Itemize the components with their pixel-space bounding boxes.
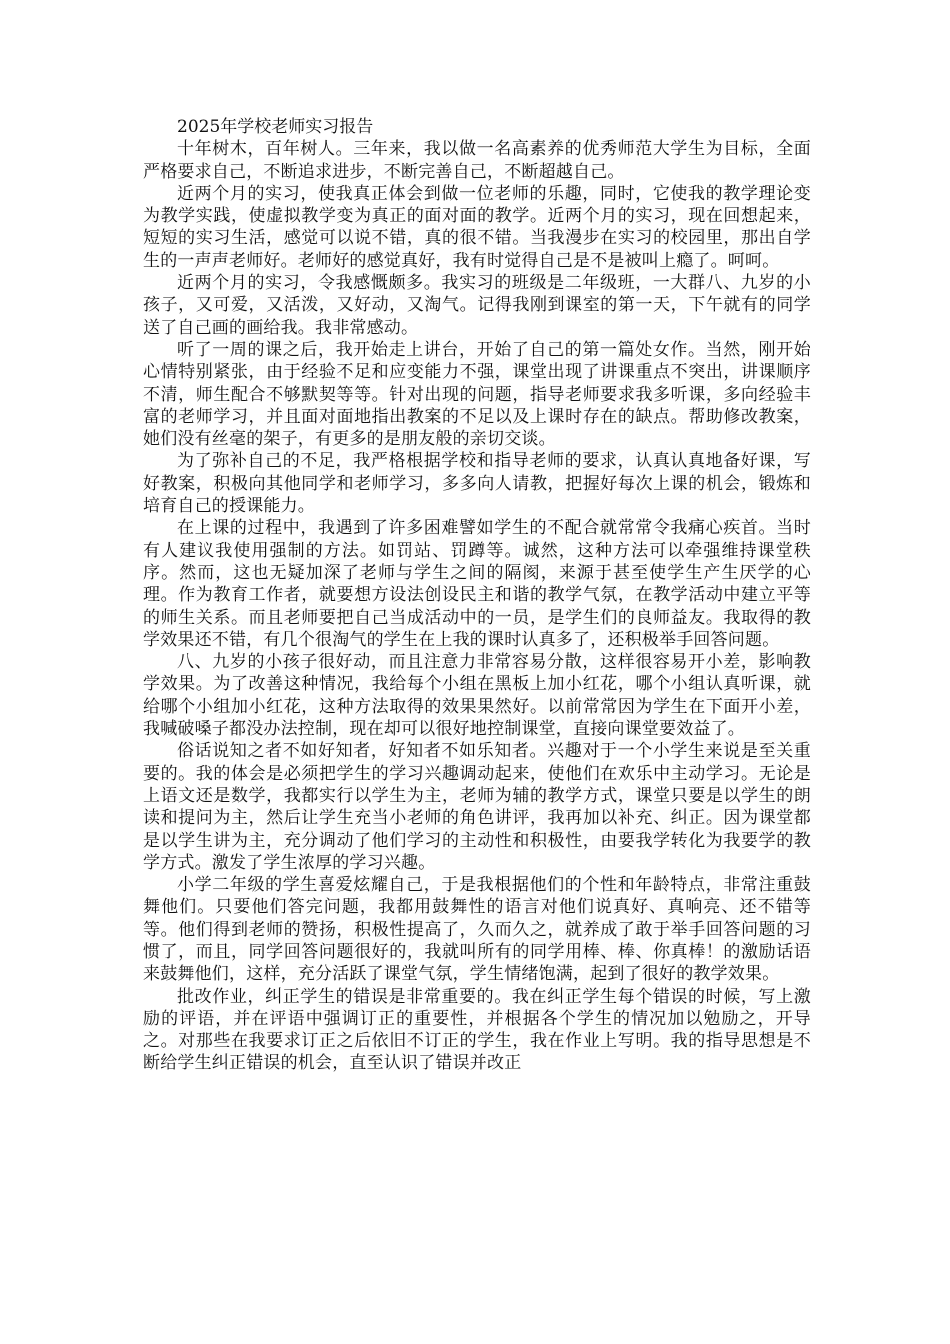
paragraph: 听了一周的课之后，我开始走上讲台，开始了自己的第一篇处女作。当然，刚开始心情特别紧张，由于经验不足和应变能力不强，课堂出现了讲课重点不突出，讲课顺序不清，师生配合不够默契等等。针对出现的问题，指导老师要求我多听课，多向经验丰富的老师学习，并且面对面地指出教案的不足以及上课时存在的缺点。帮助修改教案，她们没有丝毫的架子，有更多的是朋友般的亲切交谈。 bbox=[143, 339, 811, 450]
paragraph: 八、九岁的小孩子很好动，而且注意力非常容易分散，这样很容易开小差，影响教学效果。为了改善这种情况，我给每个小组在黑板上加小红花，哪个小组认真听课，就给哪个小组加小红花，这种方法取得的效果果然好。以前常常因为学生在下面开小差，我喊破嗓子都没办法控制，现在却可以很好地控制课堂，直接向课堂要效益了。 bbox=[143, 652, 811, 740]
paragraph: 为了弥补自己的不足，我严格根据学校和指导老师的要求，认真认真地备好课，写好教案，积极向其他同学和老师学习，多多向人请教，把握好每次上课的机会，锻炼和培育自己的授课能力。 bbox=[143, 451, 811, 517]
document-title: 2025年学校老师实习报告 bbox=[177, 117, 374, 137]
document-page bbox=[143, 116, 811, 1075]
paragraph: 在上课的过程中，我遇到了许多困难譬如学生的不配合就常常令我痛心疾首。当时有人建议我使用强制的方法。如罚站、罚蹲等。诚然，这种方法可以牵强维持课堂秩序。然而，这也无疑加深了老师与学生之间的隔阂，来源于甚至使学生产生厌学的心理。作为教育工作者，就要想方设法创设民主和谐的教学气氛，在教学活动中建立平等的师生关系。而且老师要把自己当成活动中的一员，是学生们的良师益友。我取得的教学效果还不错，有几个很淘气的学生在上我的课时认真多了，还积极举手回答问题。 bbox=[143, 518, 811, 650]
paragraph: 近两个月的实习，令我感慨颇多。我实习的班级是二年级班，一大群八、九岁的小孩子，又可爱，又活泼，又好动，又淘气。记得我刚到课室的第一天，下午就有的同学送了自己画的画给我。我非常感动。 bbox=[143, 273, 811, 338]
paragraph: 小学二年级的学生喜爱炫耀自己，于是我根据他们的个性和年龄特点，非常注重鼓舞他们。只要他们答完问题，我都用鼓舞性的语言对他们说真好、真响亮、还不错等等。他们得到老师的赞扬，积极性提高了，久而久之，就养成了敢于举手回答问题的习惯了，而且，同学回答问题很好的，我就叫所有的同学用棒、棒、你真棒！的激励话语来鼓舞他们，这样，充分活跃了课堂气氛，学生情绪饱满，起到了很好的教学效果。 bbox=[143, 875, 811, 985]
paragraph: 十年树木，百年树人。三年来，我以做一名高素养的优秀师范大学生为目标，全面严格要求自己，不断追求进步，不断完善自己，不断超越自己。 bbox=[143, 139, 811, 182]
paragraph: 批改作业，纠正学生的错误是非常重要的。我在纠正学生每个错误的时候，写上激励的评语，并在评语中强调订正的重要性，并根据各个学生的情况加以勉励之，开导之。对那些在我要求订正之后依旧不订正的学生，我在作业上写明。我的指导思想是不断给学生纠正错误的机会，直至认识了错误并改正 bbox=[143, 986, 811, 1074]
paragraph: 近两个月的实习，使我真正体会到做一位老师的乐趣，同时，它使我的教学理论变为教学实践，使虚拟教学变为真正的面对面的教学。近两个月的实习，现在回想起来，短短的实习生活，感觉可以说不错，真的很不错。当我漫步在实习的校园里，那出自学生的一声声老师好。老师好的感觉真好，我有时觉得自己是不是被叫上瘾了。呵呵。 bbox=[143, 183, 811, 271]
paragraph: 俗话说知之者不如好知者，好知者不如乐知者。兴趣对于一个小学生来说是至关重要的。我的体会是必须把学生的学习兴趣调动起来，使他们在欢乐中主动学习。无论是上语文还是数学，我都实行以学生为主，老师为辅的教学方式，课堂只要是以学生的朗读和提问为主，然后让学生充当小老师的角色讲评，我再加以补充、纠正。因为课堂都是以学生讲为主，充分调动了他们学习的主动性和积极性，由要我学转化为我要学的教学方式。激发了学生浓厚的学习兴趣。 bbox=[143, 741, 811, 873]
